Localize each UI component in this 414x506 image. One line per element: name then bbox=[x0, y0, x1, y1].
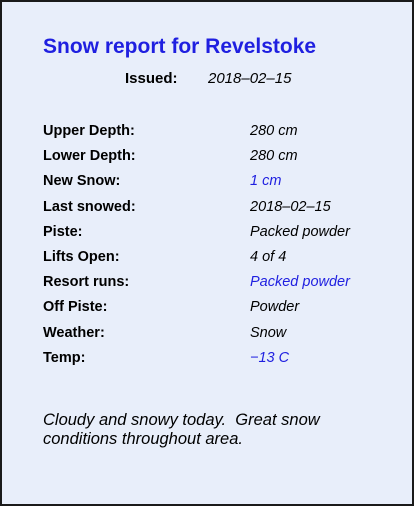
conditions-list bbox=[43, 121, 383, 373]
row-value: 1 cm bbox=[250, 173, 282, 190]
report-title: Snow report for Revelstoke bbox=[43, 35, 317, 58]
row-temp bbox=[43, 348, 383, 373]
row-resort-runs bbox=[43, 272, 383, 297]
row-label: Temp: bbox=[43, 349, 86, 366]
row-value: Packed powder bbox=[250, 274, 350, 291]
row-value: 4 of 4 bbox=[250, 248, 287, 265]
row-new-snow bbox=[43, 171, 383, 196]
row-piste bbox=[43, 222, 383, 247]
row-value: Packed powder bbox=[250, 223, 350, 240]
row-label: Upper Depth: bbox=[43, 123, 135, 139]
conditions-summary: Cloudy and snowy today. Great snow conditions throughout area. bbox=[43, 411, 325, 448]
row-value: Powder bbox=[250, 299, 300, 316]
row-upper-depth bbox=[43, 121, 383, 146]
row-label: Weather: bbox=[43, 324, 105, 341]
row-label: Piste: bbox=[43, 223, 83, 240]
issued-date: 2018–02–15 bbox=[208, 70, 292, 87]
row-label: Last snowed: bbox=[43, 198, 136, 215]
row-value: 280 cm bbox=[250, 123, 298, 139]
row-last-snowed bbox=[43, 197, 383, 222]
row-value: 280 cm bbox=[250, 148, 298, 165]
row-lower-depth bbox=[43, 146, 383, 171]
row-label: Resort runs: bbox=[43, 274, 130, 291]
row-value: 2018–02–15 bbox=[250, 198, 331, 215]
row-weather bbox=[43, 323, 383, 348]
row-label: New Snow: bbox=[43, 173, 121, 190]
row-label: Lower Depth: bbox=[43, 148, 136, 165]
issued-label: Issued: bbox=[125, 70, 178, 87]
row-value: Snow bbox=[250, 324, 287, 341]
row-value: −13 C bbox=[250, 349, 290, 366]
row-off-piste bbox=[43, 297, 383, 322]
row-label: Lifts Open: bbox=[43, 248, 120, 265]
row-lifts-open bbox=[43, 247, 383, 272]
row-label: Off Piste: bbox=[43, 299, 108, 316]
